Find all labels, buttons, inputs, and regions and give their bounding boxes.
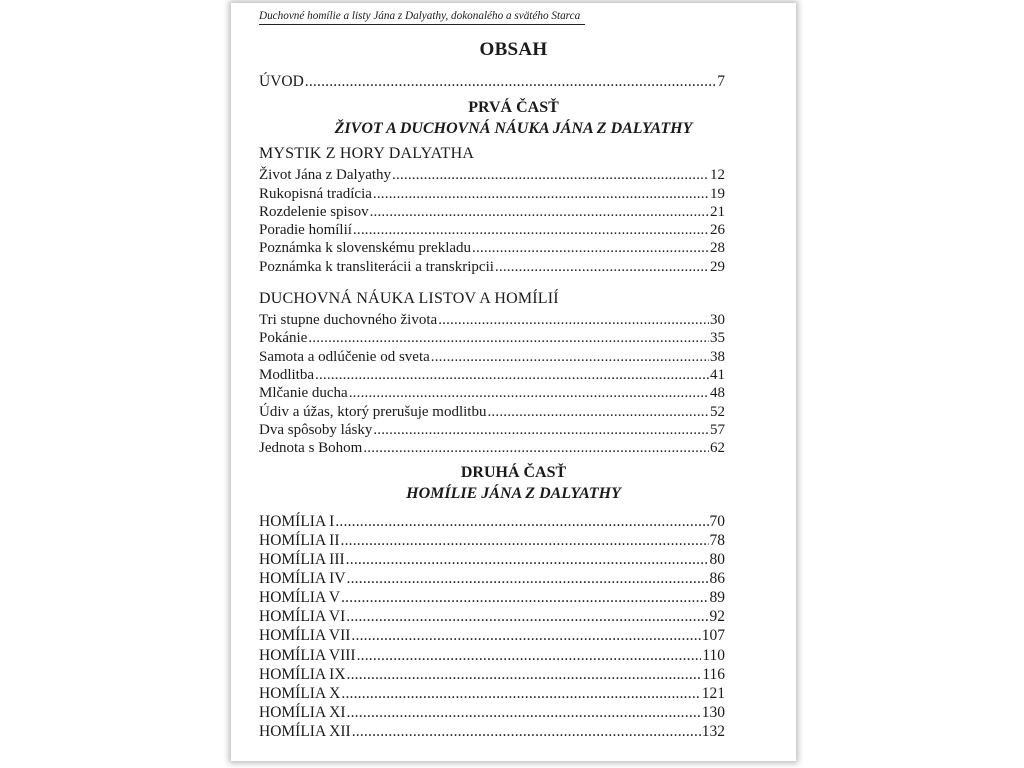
toc-entry-label: Modlitba — [259, 367, 314, 383]
toc-entry[interactable] — [259, 239, 725, 257]
toc-entry[interactable] — [259, 311, 725, 329]
toc-entry-page: 35 — [710, 330, 725, 346]
toc-entry-label: Samota a odlúčenie od sveta — [259, 349, 430, 365]
toc-entry[interactable] — [259, 185, 725, 203]
toc-entry[interactable] — [259, 421, 725, 439]
toc-entry-page: 78 — [709, 532, 725, 549]
toc-entry-label: HOMÍLIA V — [259, 589, 341, 606]
toc-entry-page: 70 — [709, 513, 725, 530]
toc-entry-label: Život Jána z Dalyathy — [259, 167, 392, 183]
toc-entry[interactable] — [259, 348, 725, 366]
toc-entry-page: 38 — [710, 349, 725, 365]
dot-leader — [308, 329, 709, 347]
toc-entry-label: Poradie homílií — [259, 222, 352, 238]
dot-leader — [472, 239, 709, 257]
toc-entry-label: HOMÍLIA VII — [259, 627, 351, 644]
toc-entry-page: 89 — [709, 589, 725, 606]
dot-leader — [495, 258, 709, 276]
dot-leader — [347, 666, 702, 684]
dot-leader — [341, 532, 709, 550]
dot-leader — [363, 439, 709, 457]
dot-leader — [370, 203, 709, 221]
dot-leader — [346, 608, 708, 626]
part2-subtitle: HOMÍLIE JÁNA Z DALYATHY — [406, 485, 621, 502]
dot-leader — [392, 166, 709, 184]
toc-entry-page: 130 — [701, 704, 725, 721]
toc-entry-label: Jednota s Bohom — [259, 440, 363, 456]
dot-leader — [373, 421, 709, 439]
toc-entry-label: HOMÍLIA II — [259, 532, 340, 549]
toc-entry-page: 28 — [710, 240, 725, 256]
toc-entry[interactable] — [259, 203, 725, 221]
toc-entry-page: 30 — [710, 312, 725, 328]
toc-entry-label: Údiv a úžas, ktorý prerušuje modlitbu — [259, 404, 487, 420]
dot-leader — [349, 384, 709, 402]
toc-entry-label: ÚVOD — [259, 73, 304, 90]
toc-entry[interactable] — [259, 666, 725, 684]
toc-entry[interactable] — [259, 513, 725, 531]
toc-entry-label: HOMÍLIA VIII — [259, 647, 356, 664]
toc-entry-label: HOMÍLIA I — [259, 513, 335, 530]
toc-entry-page: 110 — [702, 647, 725, 664]
dot-leader — [487, 403, 709, 421]
toc-entry-page: 80 — [709, 551, 725, 568]
toc-title: OBSAH — [479, 39, 548, 60]
toc-entry-label: Dva spôsoby lásky — [259, 422, 373, 438]
toc-entry[interactable] — [259, 166, 725, 184]
toc-entry-page: 116 — [702, 666, 725, 683]
toc-entry-label: HOMÍLIA XII — [259, 723, 351, 740]
toc-entry[interactable] — [259, 570, 725, 588]
toc-entry[interactable] — [259, 384, 725, 402]
part1-subtitle: ŽIVOT A DUCHOVNÁ NÁUKA JÁNA Z DALYATHY — [334, 120, 693, 137]
section-heading-nauka: DUCHOVNÁ NÁUKA LISTOV A HOMÍLIÍ — [259, 290, 559, 307]
dot-leader — [315, 366, 709, 384]
toc-entry-page: 19 — [710, 186, 725, 202]
section-heading-mystik: MYSTIK Z HORY DALYATHA — [259, 145, 475, 162]
dot-leader — [341, 685, 700, 703]
dot-leader — [431, 348, 709, 366]
toc-entry-intro[interactable] — [259, 73, 725, 91]
toc-entry-page: 48 — [710, 385, 725, 401]
toc-entry-label: Rukopisná tradícia — [259, 186, 372, 202]
toc-entry-page: 26 — [710, 222, 725, 238]
toc-entry[interactable] — [259, 704, 725, 722]
toc-entry[interactable] — [259, 589, 725, 607]
toc-entry[interactable] — [259, 685, 725, 703]
toc-entry-label: HOMÍLIA IX — [259, 666, 346, 683]
dot-leader — [347, 704, 701, 722]
toc-entry-page: 92 — [709, 608, 725, 625]
dot-leader — [341, 589, 708, 607]
dot-leader — [335, 513, 708, 531]
toc-entry[interactable] — [259, 551, 725, 569]
toc-entry-label: HOMÍLIA VI — [259, 608, 346, 625]
dot-leader — [353, 221, 709, 239]
dot-leader — [352, 723, 701, 741]
toc-entry-label: HOMÍLIA X — [259, 685, 341, 702]
toc-entry-page: 21 — [710, 204, 725, 220]
toc-entry-page: 12 — [710, 167, 725, 183]
toc-entry-page: 132 — [701, 723, 725, 740]
dot-leader — [351, 627, 700, 645]
running-head: Duchovné homílie a listy Jána z Dalyathy, dokonalého a svätého Starca — [259, 10, 585, 25]
toc-entry-label: HOMÍLIA XI — [259, 704, 346, 721]
document-page — [231, 3, 796, 761]
toc-entry[interactable] — [259, 221, 725, 239]
dot-leader — [346, 551, 709, 569]
toc-entry[interactable] — [259, 329, 725, 347]
toc-entry-page: 86 — [709, 570, 725, 587]
toc-entry-label: HOMÍLIA IV — [259, 570, 346, 587]
toc-entry-label: Mlčanie ducha — [259, 385, 348, 401]
toc-entry[interactable] — [259, 723, 725, 741]
dot-leader — [438, 311, 709, 329]
part1-title: PRVÁ ČASŤ — [468, 99, 559, 116]
toc-entry-page: 62 — [710, 440, 725, 456]
toc-entry[interactable] — [259, 258, 725, 276]
toc-entry[interactable] — [259, 608, 725, 626]
toc-entry[interactable] — [259, 647, 725, 665]
toc-entry-label: Poznámka k transliterácii a transkripcii — [259, 259, 494, 275]
dot-leader — [357, 647, 702, 665]
dot-leader — [305, 73, 716, 91]
toc-entry-page: 29 — [710, 259, 725, 275]
toc-entry-page: 57 — [710, 422, 725, 438]
toc-entry[interactable] — [259, 627, 725, 645]
toc-entry-page: 41 — [710, 367, 725, 383]
toc-entry[interactable] — [259, 366, 725, 384]
toc-entry[interactable] — [259, 439, 725, 457]
toc-entry-page: 52 — [710, 404, 725, 420]
toc-entry-label: Rozdelenie spisov — [259, 204, 369, 220]
part2-title: DRUHÁ ČASŤ — [460, 464, 567, 481]
toc-entry-label: Pokánie — [259, 330, 308, 346]
toc-entry[interactable] — [259, 532, 725, 550]
toc-entry-label: HOMÍLIA III — [259, 551, 345, 568]
toc-entry-label: Poznámka k slovenskému prekladu — [259, 240, 472, 256]
toc-entry-page: 7 — [717, 73, 725, 90]
toc-entry[interactable] — [259, 403, 725, 421]
dot-leader — [347, 570, 709, 588]
toc-entry-label: Tri stupne duchovného života — [259, 312, 438, 328]
toc-entry-page: 107 — [701, 627, 725, 644]
toc-entry-page: 121 — [701, 685, 725, 702]
dot-leader — [373, 185, 709, 203]
